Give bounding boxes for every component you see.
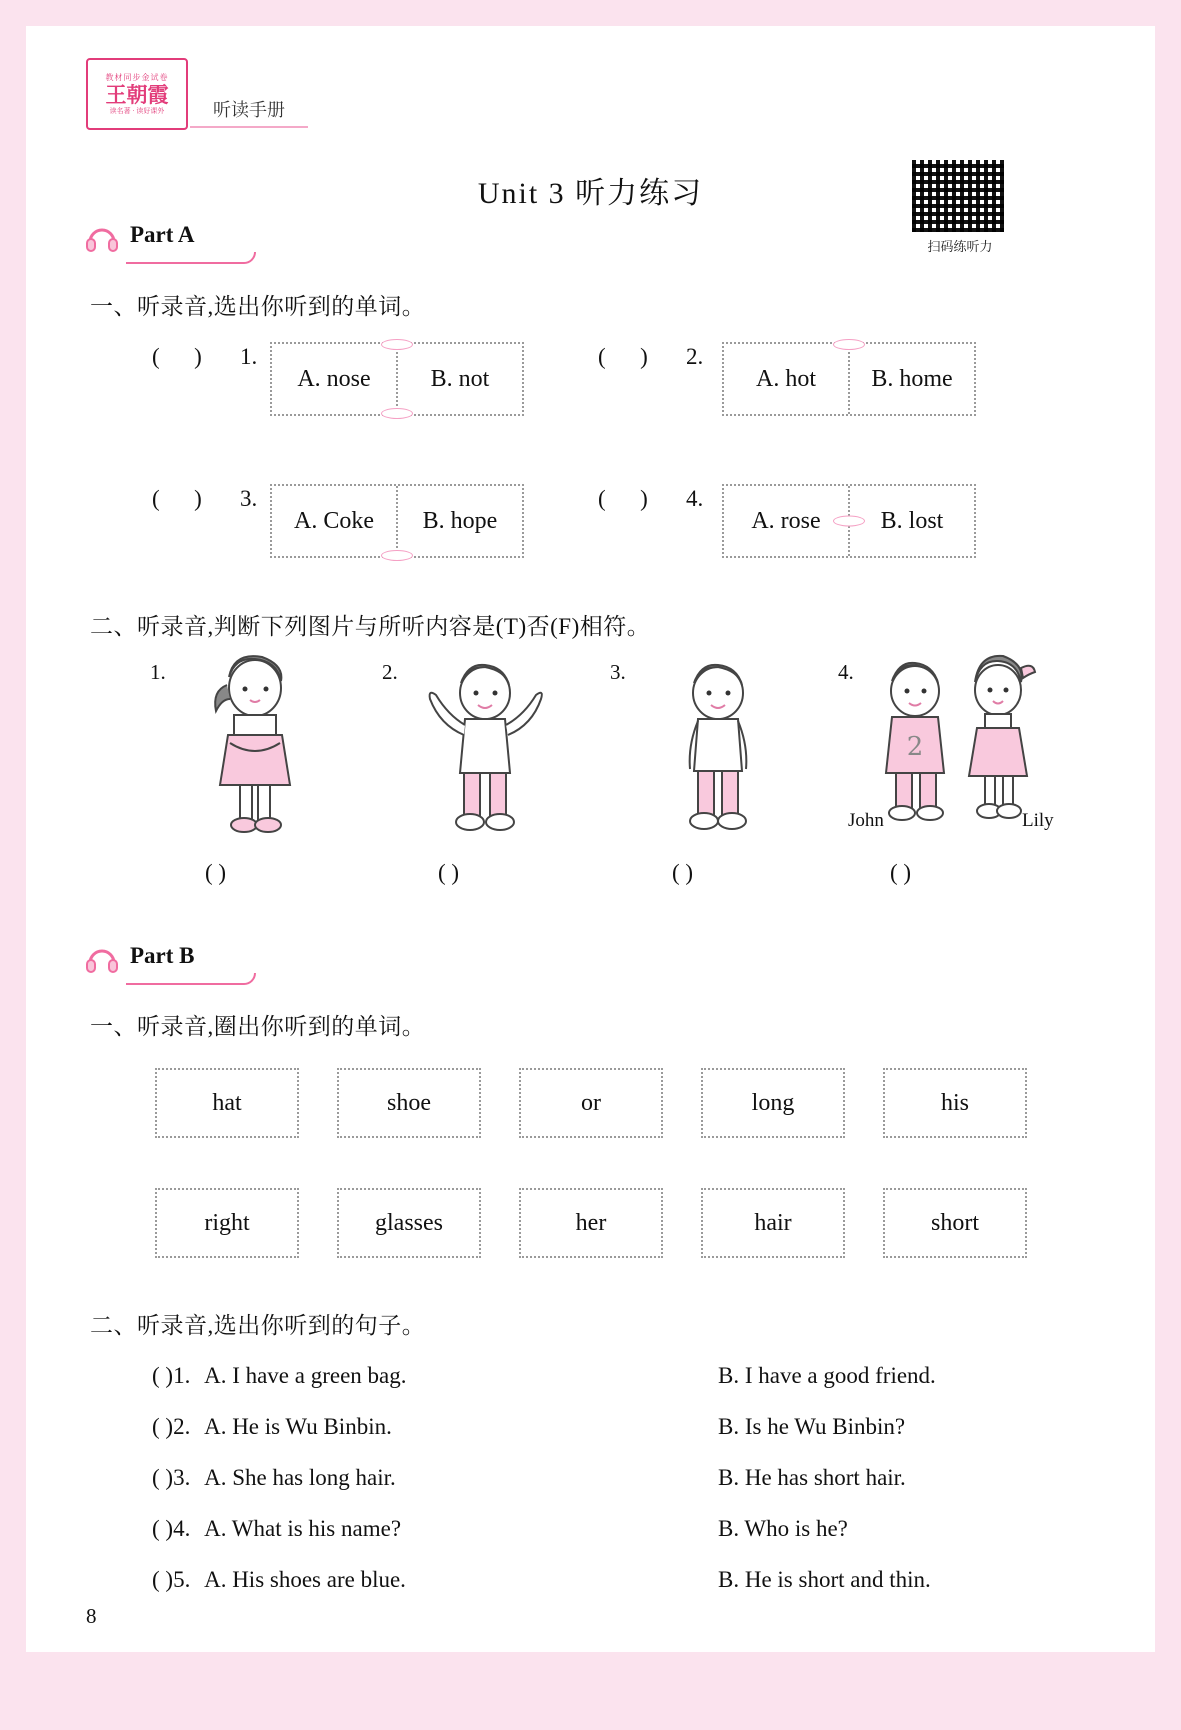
sentence-b-wrap-5 — [718, 1567, 931, 1593]
figure-lily — [955, 648, 1041, 826]
word-box-shoe[interactable]: shoe — [337, 1068, 481, 1138]
part-b-label: Part B — [130, 943, 195, 968]
page-edge-bottom — [0, 1652, 1181, 1730]
sentence-num-2: 2. — [173, 1414, 191, 1439]
headphone-icon — [86, 945, 118, 973]
choice-a-2[interactable]: A. hot — [756, 365, 816, 392]
part-b-q1-text: 一、听录音,圈出你听到的单词。 — [90, 1014, 426, 1039]
figure-boy-flexing — [420, 655, 550, 835]
choice-b-2[interactable]: B. home — [871, 365, 953, 392]
word-box-hat[interactable]: hat — [155, 1068, 299, 1138]
sentence-answer-2[interactable]: ( ) — [152, 1414, 174, 1439]
sentence-num-4: 4. — [173, 1516, 191, 1541]
sentence-num-5: 5. — [173, 1567, 191, 1592]
part-a-q1-answer-3[interactable]: ( ) — [152, 486, 202, 511]
sentence-row-3 — [152, 1465, 396, 1491]
part-a-q1-num-1: 1. — [240, 344, 258, 369]
oval-marker-bottom-3 — [381, 550, 413, 561]
part-a-q1-answer-2[interactable]: ( ) — [598, 344, 648, 369]
oval-marker-bottom-1 — [381, 408, 413, 419]
word-box-hair[interactable]: hair — [701, 1188, 845, 1258]
sentence-num-1: 1. — [173, 1363, 191, 1388]
brand-logo-main-text: 王朝霞 — [105, 81, 169, 107]
oval-marker-top-2 — [833, 339, 865, 350]
sentence-b-2[interactable]: B. Is he Wu Binbin? — [718, 1414, 906, 1439]
brand-logo-top-text: 教材同步金试卷 — [105, 72, 169, 82]
figure-answer-4[interactable]: ( ) — [890, 860, 912, 885]
sentence-answer-4[interactable]: ( ) — [152, 1516, 174, 1541]
part-b-header — [86, 943, 306, 979]
choice-b-4[interactable]: B. lost — [880, 507, 944, 534]
sentence-b-wrap-1 — [718, 1363, 936, 1389]
figure-answer-2[interactable]: ( ) — [438, 860, 460, 885]
part-a-q1-num-3: 3. — [240, 486, 258, 511]
choice-a-3[interactable]: A. Coke — [294, 507, 374, 534]
figure-name-lily: Lily — [1022, 810, 1054, 831]
figure-num-2: 2. — [382, 660, 398, 684]
sentence-num-3: 3. — [173, 1465, 191, 1490]
part-b-q2-text: 二、听录音,选出你听到的句子。 — [90, 1313, 426, 1338]
word-box-short[interactable]: short — [883, 1188, 1027, 1258]
header-tab-label: 听读手册 — [213, 100, 285, 120]
oval-marker-top-1 — [381, 339, 413, 350]
page-edge-top — [0, 0, 1181, 26]
sentence-answer-1[interactable]: ( ) — [152, 1363, 174, 1388]
sentence-a-3[interactable]: A. She has long hair. — [204, 1465, 396, 1490]
word-box-or[interactable]: or — [519, 1068, 663, 1138]
part-a-q1-num-4: 4. — [686, 486, 704, 511]
sentence-answer-5[interactable]: ( ) — [152, 1567, 174, 1592]
part-a-label: Part A — [130, 222, 195, 247]
sentence-a-5[interactable]: A. His shoes are blue. — [204, 1567, 406, 1592]
sentence-answer-3[interactable]: ( ) — [152, 1465, 174, 1490]
choice-b-3[interactable]: B. hope — [422, 507, 498, 534]
sentence-a-4[interactable]: A. What is his name? — [204, 1516, 402, 1541]
word-box-her[interactable]: her — [519, 1188, 663, 1258]
word-box-right[interactable]: right — [155, 1188, 299, 1258]
figure-num-3: 3. — [610, 660, 626, 684]
figure-num-1: 1. — [150, 660, 166, 684]
word-box-his[interactable]: his — [883, 1068, 1027, 1138]
svg-text:2: 2 — [906, 732, 924, 762]
part-a-q1-answer-1[interactable]: ( ) — [152, 344, 202, 369]
sentence-b-5[interactable]: B. He is short and thin. — [718, 1567, 931, 1592]
headphone-icon — [86, 224, 118, 252]
page-edge-left — [0, 0, 26, 1730]
part-a-q1-choices-4[interactable] — [722, 484, 976, 558]
sentence-b-1[interactable]: B. I have a good friend. — [718, 1363, 936, 1388]
figure-answer-3[interactable]: ( ) — [672, 860, 694, 885]
sentence-row-2 — [152, 1414, 392, 1440]
part-a-q1-choices-2[interactable] — [722, 342, 976, 416]
word-box-long[interactable]: long — [701, 1068, 845, 1138]
sentence-b-4[interactable]: B. Who is he? — [718, 1516, 848, 1541]
choice-a-1[interactable]: A. nose — [297, 365, 371, 392]
page-number: 8 — [86, 1604, 97, 1628]
part-a-q1-choices-3[interactable] — [270, 484, 524, 558]
figure-answer-1[interactable]: ( ) — [205, 860, 227, 885]
qr-code-label: 扫码练听力 — [927, 239, 993, 254]
figure-girl-arms-crossed — [200, 655, 310, 835]
brand-logo-sub-text: 读名著 · 读好课外 — [109, 106, 165, 115]
header-tab — [190, 92, 308, 128]
sentence-b-wrap-2 — [718, 1414, 905, 1440]
page-edge-right — [1155, 0, 1181, 1730]
figure-john — [870, 655, 960, 825]
choice-a-4[interactable]: A. rose — [751, 507, 821, 534]
sentence-a-1[interactable]: A. I have a green bag. — [204, 1363, 407, 1388]
figure-name-john: John — [848, 810, 884, 831]
part-a-header — [86, 222, 306, 258]
qr-code-image[interactable] — [912, 160, 1004, 232]
choice-b-1[interactable]: B. not — [430, 365, 490, 392]
qr-code-block[interactable] — [912, 160, 1008, 255]
part-a-q1-num-2: 2. — [686, 344, 704, 369]
sentence-b-wrap-4 — [718, 1516, 848, 1542]
part-a-q2-text: 二、听录音,判断下列图片与所听内容是(T)否(F)相符。 — [90, 614, 651, 639]
sentence-row-4 — [152, 1516, 401, 1542]
sentence-b-wrap-3 — [718, 1465, 906, 1491]
brand-logo — [86, 58, 188, 130]
part-a-q1-choices-1[interactable] — [270, 342, 524, 416]
sentence-row-1 — [152, 1363, 407, 1389]
figure-num-4: 4. — [838, 660, 854, 684]
part-a-q1-text: 一、听录音,选出你听到的单词。 — [90, 294, 426, 319]
part-a-underline — [126, 252, 256, 264]
page-title: Unit 3 听力练习 — [477, 177, 704, 210]
figure-boy-standing — [668, 655, 768, 835]
sentence-row-5 — [152, 1567, 406, 1593]
part-a-q1-answer-4[interactable]: ( ) — [598, 486, 648, 511]
part-b-underline — [126, 973, 256, 985]
sentence-a-2[interactable]: A. He is Wu Binbin. — [204, 1414, 392, 1439]
sentence-b-3[interactable]: B. He has short hair. — [718, 1465, 906, 1490]
oval-marker-mid-4 — [833, 516, 865, 527]
word-box-glasses[interactable]: glasses — [337, 1188, 481, 1258]
